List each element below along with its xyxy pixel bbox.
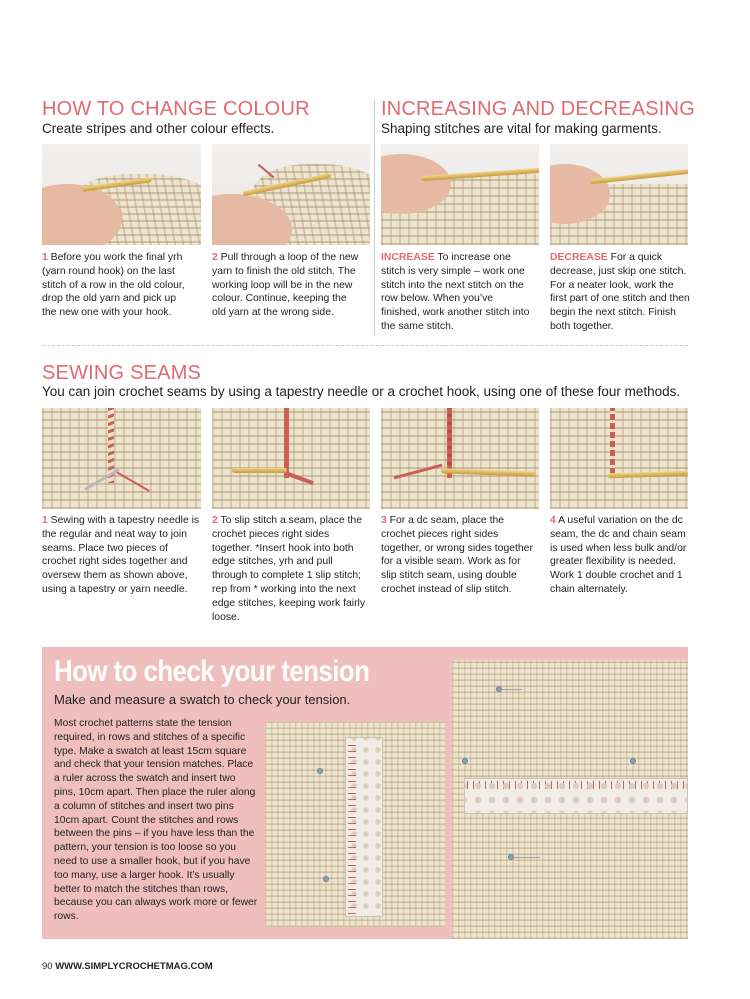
seam-photo-2 <box>212 408 370 509</box>
decrease-photo <box>550 144 688 245</box>
tension-swatch-photo-horizontal <box>452 660 688 939</box>
step-text: Before you work the final yrh (yarn round hook) on the last stitch of a row in the old colour, drop the old yarn and pick up the new one with your hook. <box>42 252 185 319</box>
pin-marker <box>323 876 329 882</box>
change-colour-subtitle: Create stripes and other colour effects. <box>42 121 275 136</box>
step-keyword: DECREASE <box>550 252 608 263</box>
tension-body: Most crochet patterns state the tension required, in rows and stitches of a specific type. Make a swatch at least 15cm square and check that your tension matches. Place a ruler across the swatch and insert two pins, 10cm apart. Then place the ruler along a column of stitches and insert two pins 10cm apart. Count the stitches and rows between the pins – if you have less than the pattern, your tension is too loose so you need to use a smaller hook, but if you have too many, use a larger hook. It’s usually better to match the stitches than rows, because you can always work more or fewer rows. <box>54 718 258 923</box>
tension-subtitle: Make and measure a swatch to check your tension. <box>54 692 351 707</box>
ruler-horizontal <box>464 778 688 814</box>
step-text: For a dc seam, place the crochet pieces right sides together, or wrong sides together for a visible seam. Work as for slip stitch seam, using double crochet instead of slip stitch. <box>381 515 533 595</box>
change-colour-photo-1 <box>42 144 201 245</box>
seams-subtitle: You can join crochet seams by using a tapestry needle or a crochet hook, using one of these four methods. <box>42 384 681 399</box>
step-number: 2 <box>212 515 218 526</box>
change-colour-step-1 <box>42 251 192 320</box>
inc-dec-title: INCREASING AND DECREASING <box>381 98 695 120</box>
step-text: To increase one stitch is very simple – work one stitch into the next stitch on the row below. When you’ve finished, work another stitch into the same stitch. <box>381 252 530 332</box>
step-number: 1 <box>42 515 48 526</box>
change-colour-title: HOW TO CHANGE COLOUR <box>42 98 310 120</box>
seam-photo-1 <box>42 408 201 509</box>
ruler-vertical <box>345 737 383 917</box>
pin-marker <box>317 768 323 774</box>
increase-step <box>381 251 531 334</box>
step-text: A useful variation on the dc seam, the dc and chain seam is used when less bulk and/or greater flexibility is needed. Work 1 double crochet and 1 chain alternately. <box>550 515 687 595</box>
pin-marker <box>462 758 468 764</box>
seam-step-4 <box>550 514 690 597</box>
seam-step-3 <box>381 514 539 597</box>
seam-photo-3 <box>381 408 539 509</box>
seam-step-1 <box>42 514 200 597</box>
step-number: 4 <box>550 515 556 526</box>
step-number: 3 <box>381 515 387 526</box>
step-text: For a quick decrease, just skip one stitch. For a neater look, work the first part of one stitch and then begin the next stitch. Finish both together. <box>550 252 690 332</box>
change-colour-photo-2 <box>212 144 370 245</box>
site-url[interactable]: WWW.SIMPLYCROCHETMAG.COM <box>55 961 213 972</box>
seam-photo-4 <box>550 408 688 509</box>
page-number: 90 <box>42 961 53 972</box>
step-number: 2 <box>212 252 218 263</box>
seams-title: SEWING SEAMS <box>42 362 202 384</box>
step-number: 1 <box>42 252 48 263</box>
step-text: Pull through a loop of the new yarn to finish the old stitch. The working loop will be in the new colour. Continue, keeping the old yarn at the wrong side. <box>212 252 359 319</box>
decrease-step <box>550 251 690 334</box>
tension-swatch-photo-vertical <box>265 722 445 927</box>
step-keyword: INCREASE <box>381 252 435 263</box>
change-colour-step-2 <box>212 251 362 320</box>
page-footer <box>42 961 213 973</box>
section-divider <box>42 345 688 346</box>
inc-dec-subtitle: Shaping stitches are vital for making garments. <box>381 121 662 136</box>
column-divider <box>374 100 375 335</box>
seam-step-2 <box>212 514 370 624</box>
step-text: To slip stitch a seam, place the crochet pieces right sides together. *Insert hook into both edge stitches, yrh and pull through to complete 1 slip stitch; rep from * working into the next edge stitches, keeping work fairly loose. <box>212 515 366 623</box>
pin-marker <box>630 758 636 764</box>
increase-photo <box>381 144 539 245</box>
step-text: Sewing with a tapestry needle is the regular and neat way to join seams. Place two pieces of crochet right sides together and oversew them as shown above, using a tapestry or yarn needle. <box>42 515 200 595</box>
tension-title: How to check your tension <box>54 655 370 688</box>
